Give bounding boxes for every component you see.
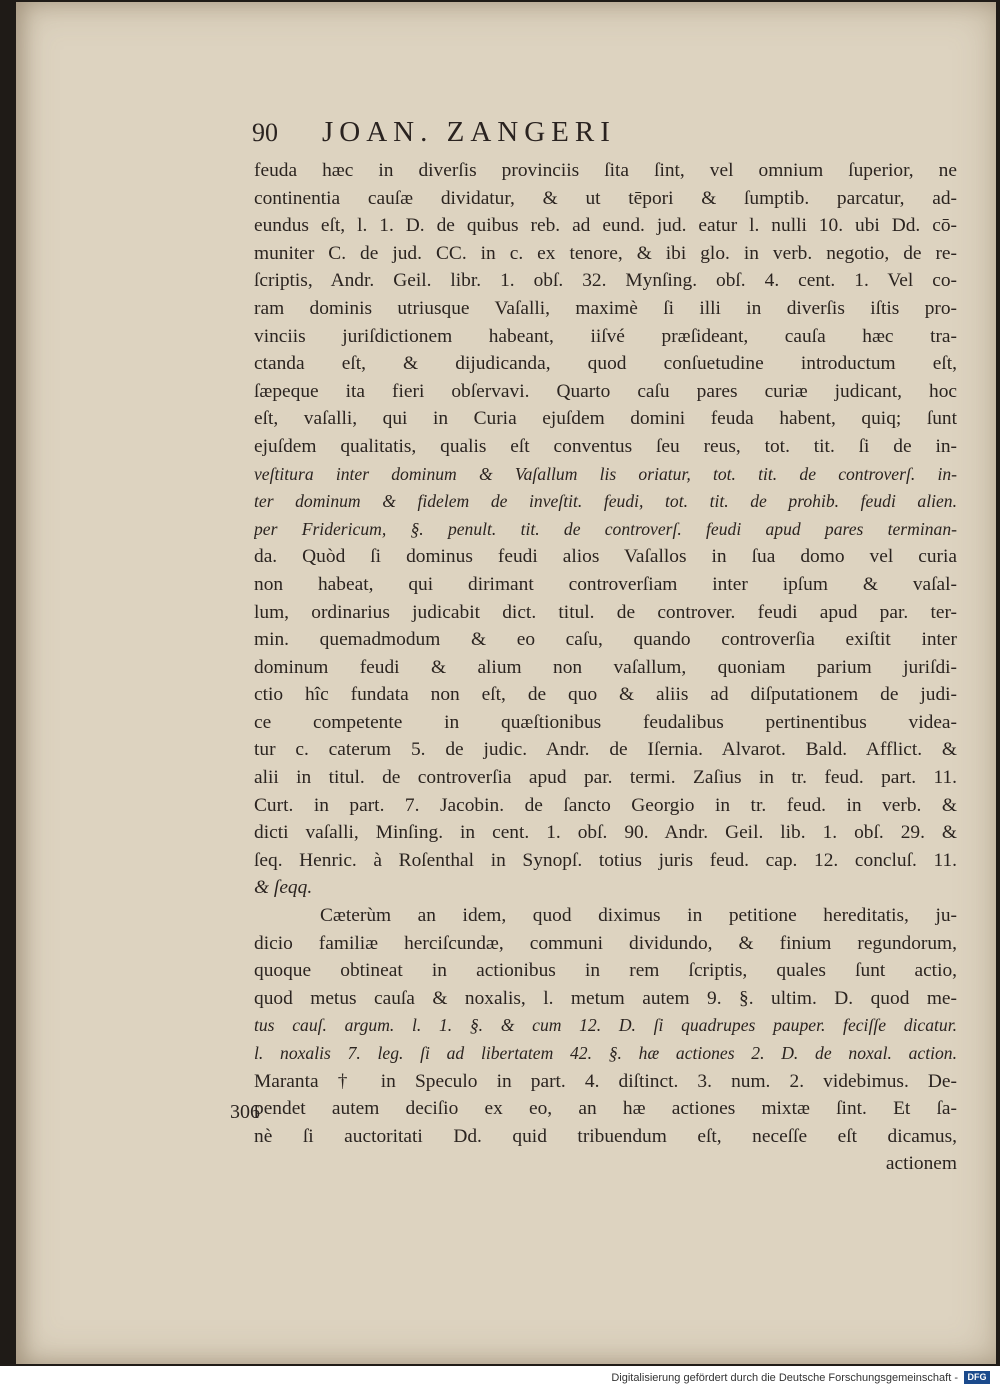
text-line: pendet autem deciſio ex eo, an hæ actiones mixtæ ſint. Et ſa- [254, 1098, 957, 1120]
text-line: ejuſdem qualitatis, qualis eſt conventus ſeu reus, tot. tit. ſi de in- [254, 435, 957, 457]
text-line: l. noxalis 7. leg. ſi ad libertatem 42. §. hæ actiones 2. D. de noxal. action. [254, 1043, 957, 1063]
text-line: Maranta † in Speculo in part. 4. diſtinct. 3. num. 2. videbimus. De- [254, 1070, 957, 1092]
text-line: feuda hæc in diverſis provinciis ſita ſint, vel omnium ſuperior, ne [254, 160, 957, 181]
text-line: quoque obtineat in actionibus in rem ſcriptis, quales ſunt actio, [254, 960, 957, 982]
text-line: continentia cauſæ dividatur, & ut tēpori & ſumptib. parcatur, ad- [254, 187, 957, 209]
text-line: eundus eſt, l. 1. D. de quibus reb. ad eund. jud. eatur l. nulli 10. ubi Dd. cō- [254, 215, 957, 237]
text-line: ſæpeque ita fieri obſervavi. Quarto caſu pares curiæ judicant, hoc [254, 380, 957, 402]
digitization-footer [0, 1366, 1000, 1389]
text-line: muniter C. de jud. CC. in c. ex tenore, & ibi glo. in verb. negotio, de re- [254, 242, 957, 264]
text-line: min. quemadmodum & eo caſu, quando controverſia exiſtit inter [254, 629, 957, 651]
text-line: non habeat, qui dirimant controverſiam inter ipſum & vaſal- [254, 573, 957, 595]
body-text [254, 157, 957, 1178]
text-line: per Fridericum, §. penult. tit. de controverſ. feudi apud pares terminan- [254, 518, 957, 539]
marginal-note: 306 [230, 1101, 260, 1123]
text-line: eſt, vaſalli, qui in Curia ejuſdem domini feuda habent, quiq; ſunt [254, 408, 957, 430]
text-line: nè ſi auctoritati Dd. quid tribuendum eſt, neceſſe eſt dicamus, [254, 1125, 957, 1147]
text-line: tus cauſ. argum. l. 1. §. & cum 12. D. ſi quadrupes pauper. feciſſe dicatur. [254, 1015, 957, 1036]
text-line: dicti vaſalli, Minſing. in cent. 1. obſ. 90. Andr. Geil. lib. 1. obſ. 29. & [254, 822, 957, 844]
page-number: 90 [252, 118, 278, 147]
catchword: actionem [885, 1153, 957, 1175]
footer-credit: Digitalisierung gefördert durch die Deutsche Forschungsgemeinschaft - [611, 1371, 958, 1384]
text-line: tur c. caterum 5. de judic. Andr. de Iſernia. Alvarot. Bald. Afflict. & [254, 739, 957, 761]
text-line: ce competente in quæſtionibus feudalibus pertinentibus videa- [254, 711, 957, 733]
text-line: ctio hîc fundata non eſt, de quo & aliis ad diſputationem de judi- [254, 684, 957, 706]
text-line: quod metus cauſa & noxalis, l. metum autem 9. §. ultim. D. quod me- [254, 987, 957, 1009]
text-line: ſeq. Henric. à Roſenthal in Synopſ. totius juris feud. cap. 12. concluſ. 11. [254, 849, 957, 871]
text-line: alii in titul. de controverſia apud par. termi. Zaſius in tr. feud. part. 11. [254, 767, 957, 789]
text-line: da. Quòd ſi dominus feudi alios Vaſallos in ſua domo vel curia [254, 546, 957, 568]
text-line: Curt. in part. 7. Jacobin. de ſancto Georgio in tr. feud. in verb. & [254, 794, 957, 816]
text-line: ter dominum & fidelem de inveſtit. feudi, tot. tit. de prohib. feudi alien. [254, 491, 957, 512]
running-title: JOAN. ZANGERI [322, 116, 616, 148]
text-line: & ſeqq. [254, 877, 313, 899]
text-line: ram dominis utriusque Vaſalli, maximè ſi illi in diverſis iſtis pro- [254, 297, 957, 319]
page-header [252, 116, 762, 152]
text-line: lum, ordinarius judicabit dict. titul. de controver. feudi apud par. ter- [254, 601, 957, 623]
text-line: vinciis juriſdictionem habeant, iiſvé præſideant, cauſa hæc tra- [254, 325, 957, 347]
text-line: ſcriptis, Andr. Geil. libr. 1. obſ. 32. Mynſing. obſ. 4. cent. 1. Vel co- [254, 270, 957, 292]
dfg-logo-icon: DFG [964, 1371, 990, 1384]
text-line: dicio familiæ herciſcundæ, communi dividundo, & finium regundorum, [254, 932, 957, 954]
text-line: Cæterùm an idem, quod diximus in petitione hereditatis, ju- [320, 905, 957, 927]
text-line: veſtitura inter dominum & Vaſallum lis oriatur, tot. tit. de controverſ. in- [254, 463, 957, 484]
text-line: ctanda eſt, & dijudicanda, quod conſuetudine introductum eſt, [254, 353, 957, 375]
text-line: dominum feudi & alium non vaſallum, quoniam parium juriſdi- [254, 656, 957, 678]
